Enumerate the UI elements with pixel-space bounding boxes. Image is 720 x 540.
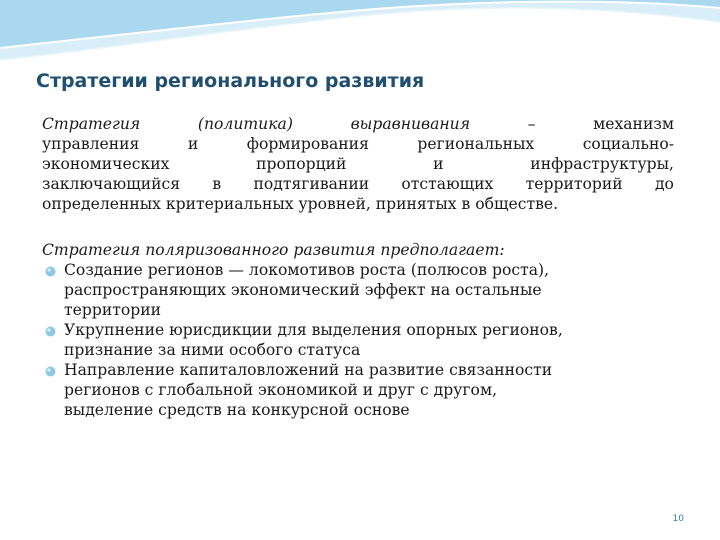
paragraph-line (42, 134, 674, 154)
paragraph-line (42, 154, 674, 174)
bullet-line: выделение средств на конкурсной основе (64, 401, 410, 419)
bullet-line: Направление капиталовложений на развитие связанности (64, 361, 553, 379)
slide-content (42, 114, 674, 420)
term-strategy: Стратегия (42, 115, 141, 133)
paragraph-leveling-strategy (42, 114, 674, 214)
word: пропорций (256, 155, 347, 173)
term-policy: (политика) (197, 115, 293, 133)
word: управления (42, 135, 140, 153)
bullet-item (42, 320, 674, 360)
word: в (212, 175, 222, 193)
word: экономических (42, 155, 170, 173)
bullet-item (42, 260, 674, 320)
top-wave-decoration (0, 0, 720, 70)
bullet-line: регионов с глобальной экономикой и друг с другом, (64, 381, 498, 399)
word: социально- (582, 135, 674, 153)
term-leveling: выравнивания (350, 115, 471, 133)
word: механизм (593, 115, 674, 133)
bullet-line: Создание регионов — локомотивов роста (полюсов роста), (64, 261, 550, 279)
word: подтягивании (253, 175, 370, 193)
page-number: 10 (672, 514, 684, 524)
word: территорий (525, 175, 623, 193)
slide-title: Стратегии регионального развития (36, 70, 425, 92)
word: формирования (246, 135, 369, 153)
bullet-line: распространяющих экономический эффект на остальные (64, 281, 542, 299)
bullet-line: территории (64, 301, 161, 319)
word: заключающийся (42, 175, 181, 193)
paragraph-line (42, 174, 674, 194)
bullet-item (42, 360, 674, 420)
word: и (187, 135, 199, 153)
paragraph-line (42, 114, 674, 134)
paragraph-line: определенных критериальных уровней, принятых в обществе. (42, 195, 559, 213)
word: до (654, 175, 674, 193)
polarized-strategy-section (42, 240, 674, 420)
bullet-dot-icon (45, 366, 56, 377)
polarized-strategy-heading: Стратегия поляризованного развития предполагает: (42, 241, 505, 259)
word: отстающих (401, 175, 494, 193)
bullet-dot-icon (45, 326, 56, 337)
bullet-line: Укрупнение юрисдикции для выделения опорных регионов, (64, 321, 563, 339)
word: региональных (417, 135, 535, 153)
bullet-dot-icon (45, 266, 56, 277)
word: и (433, 155, 444, 173)
word: инфраструктуры, (530, 155, 674, 173)
word: – (527, 115, 536, 133)
bullet-line: признание за ними особого статуса (64, 341, 361, 359)
